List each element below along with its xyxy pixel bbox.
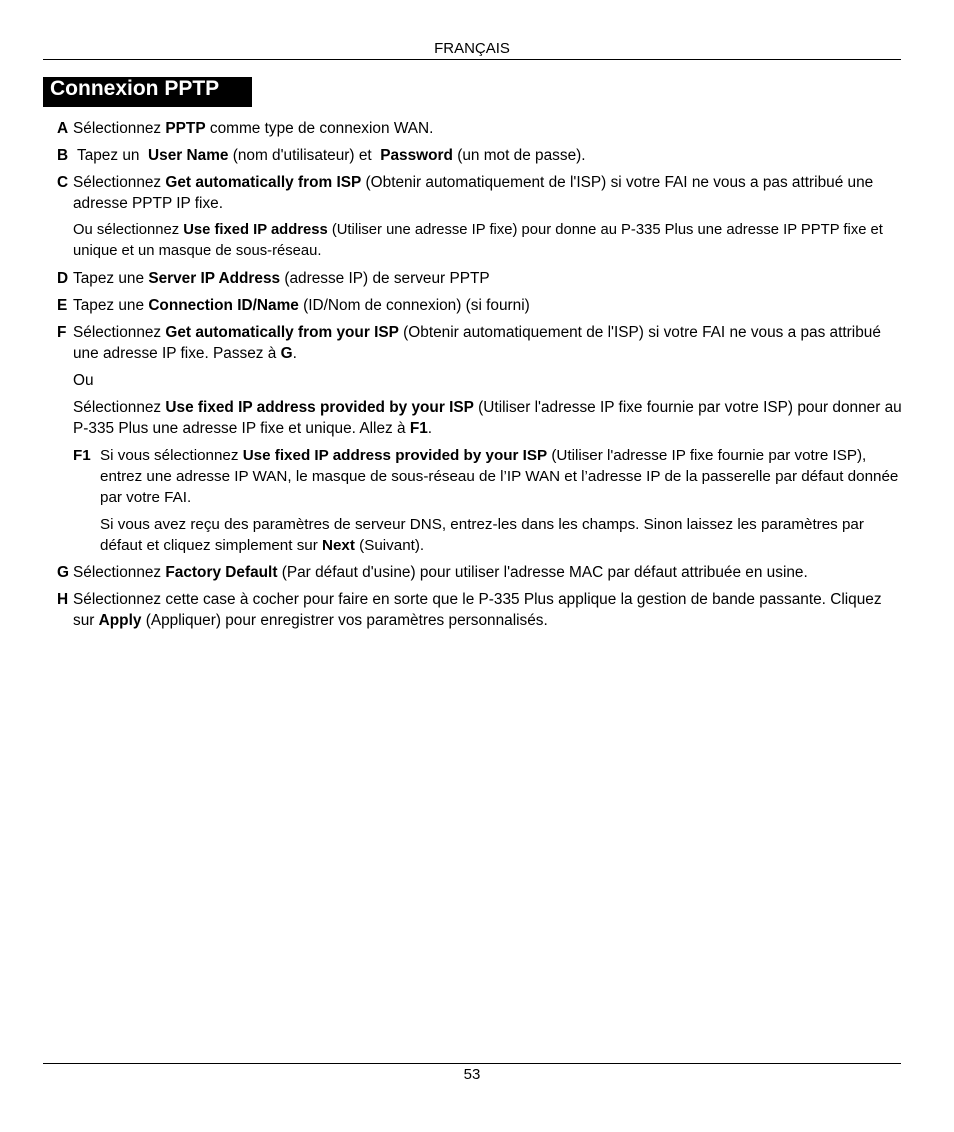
- step-h: [57, 589, 902, 631]
- step-text: Sélectionnez: [73, 324, 166, 341]
- step-letter: D: [57, 270, 69, 287]
- step-bold: Server IP Address: [148, 270, 281, 287]
- step-letter: E: [57, 297, 68, 314]
- step-letter: F1: [73, 447, 91, 464]
- step-text: (ID/Nom de connexion) (si fourni): [298, 297, 530, 314]
- step-bold: Next: [322, 537, 355, 554]
- step-bold: Apply: [98, 612, 142, 629]
- step-letter: G: [57, 564, 69, 581]
- step-text: Sélectionnez: [73, 564, 166, 581]
- instructions: [57, 118, 902, 637]
- step-text: Tapez une: [73, 297, 149, 314]
- header-language: FRANÇAIS: [434, 40, 510, 57]
- step-g: [57, 562, 902, 583]
- step-c: [57, 172, 902, 214]
- step-f: [57, 322, 902, 364]
- step-text: (adresse IP) de serveur PPTP: [280, 270, 490, 287]
- footer-divider: [43, 1063, 901, 1064]
- step-bold: Use fixed IP address provided by your ISP: [242, 447, 548, 464]
- step-bold: G: [280, 345, 293, 362]
- step-text: Tapez un: [73, 147, 149, 164]
- step-text: (Utiliser une adresse IP fixe) pour donne au P-335 Plus une adresse IP PPTP fixe et unique et un masque de sous-réseau.: [73, 222, 883, 259]
- step-text: Si vous sélectionnez: [100, 447, 243, 464]
- page-number: 53: [463, 1066, 481, 1083]
- step-bold: Get automatically from ISP: [165, 174, 362, 191]
- step-bold: Password: [380, 147, 453, 164]
- step-letter: C: [57, 174, 69, 191]
- section-title: Connexion PPTP: [43, 77, 252, 107]
- step-text: (nom d'utilisateur) et: [228, 147, 381, 164]
- step-letter: F: [57, 324, 67, 341]
- step-bold: Factory Default: [165, 564, 278, 581]
- step-bold: Use fixed IP address provided by your ISP: [165, 399, 474, 416]
- step-text: Sélectionnez: [73, 120, 166, 137]
- step-text: Si vous avez reçu des paramètres de serveur DNS, entrez-les dans les champs. Sinon laissez les paramètres par défaut et cliquez simplement sur: [100, 516, 864, 554]
- header-divider: [43, 59, 901, 60]
- step-text: Tapez une: [73, 270, 149, 287]
- step-text: (Utiliser l'adresse IP fixe fournie par votre ISP) pour donner au P-335 Plus une adresse IP fixe et unique. Allez à: [73, 399, 902, 437]
- step-text: Sélectionnez: [73, 174, 166, 191]
- step-f-or: Ou: [73, 372, 94, 389]
- step-letter: A: [57, 120, 69, 137]
- step-d: [57, 268, 902, 289]
- step-text: (Utiliser l'adresse IP fixe fournie par votre ISP), entrez une adresse IP WAN, le masque de sous-réseau de l’IP WAN et l’adresse IP de la passerelle par défaut donnée par votre FAI.: [100, 447, 899, 506]
- step-text: (Par défaut d'usine) pour utiliser l'adresse MAC par défaut attribuée en usine.: [277, 564, 808, 581]
- step-text: comme type de connexion WAN.: [205, 120, 434, 137]
- step-f-alternative: [57, 397, 902, 439]
- step-bold: Connection ID/Name: [148, 297, 299, 314]
- step-text: (Appliquer) pour enregistrer vos paramètres personnalisés.: [141, 612, 548, 629]
- step-bold: Use fixed IP address: [183, 222, 328, 238]
- step-text: .: [292, 345, 297, 362]
- step-e: [57, 295, 902, 316]
- step-letter: B: [57, 147, 69, 164]
- step-bold: Get automatically from your ISP: [165, 324, 399, 341]
- step-a: [57, 118, 902, 139]
- step-bold: PPTP: [165, 120, 206, 137]
- step-text: (Obtenir automatiquement de l'ISP) si votre FAI ne vous a pas attribué une adresse PPTP IP fixe.: [73, 174, 874, 212]
- step-text: Ou sélectionnez: [73, 222, 184, 238]
- step-letter: H: [57, 591, 69, 608]
- step-b: [57, 145, 902, 166]
- step-text: (Suivant).: [354, 537, 425, 554]
- step-text: Sélectionnez: [73, 399, 166, 416]
- step-c-alternative: [57, 220, 902, 262]
- step-text: Sélectionnez cette case à cocher pour faire en sorte que le P-335 Plus applique la gestion de bande passante. Cliquez sur: [73, 591, 882, 629]
- step-bold: User Name: [148, 147, 229, 164]
- step-bold: F1: [409, 420, 428, 437]
- step-f1: [57, 445, 902, 508]
- step-text: .: [427, 420, 433, 437]
- step-text: (Obtenir automatiquement de l'ISP) si votre FAI ne vous a pas attribué une adresse IP fixe. Passez à: [73, 324, 881, 362]
- step-f1-dns: [57, 514, 902, 556]
- step-text: (un mot de passe).: [452, 147, 586, 164]
